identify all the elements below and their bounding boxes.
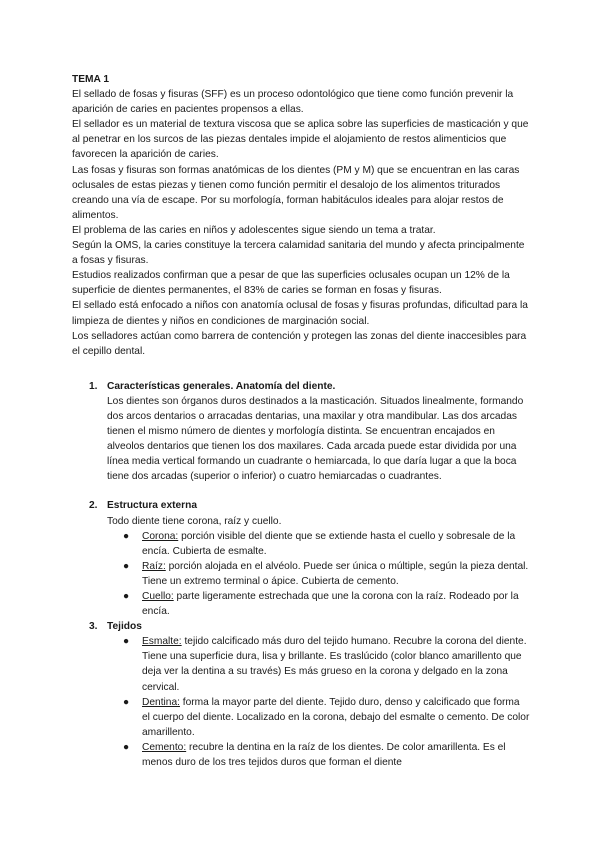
- list-item-term: Cuello:: [142, 591, 174, 602]
- list-item-text: forma la mayor parte del diente. Tejido duro, denso y calcificado que forma el cuerpo del diente. Localizado en la corona, debajo del esmalte o cemento. De color amarillento.: [142, 696, 530, 738]
- document-title: TEMA 1: [72, 74, 109, 85]
- list-item-text: recubre la dentina en la raíz de los dientes. De color amarillenta. Es el menos duro de los tres tejidos duros que forman el diente: [142, 741, 506, 769]
- list-item-text: parte ligeramente estrechada que une la corona con la raíz. Rodeado por la encía.: [142, 591, 519, 618]
- bullet-icon: ●: [123, 560, 130, 572]
- bullet-list: [107, 634, 530, 770]
- section-number: 2.: [89, 500, 98, 512]
- list-item-text: porción alojada en el alvéolo. Puede ser única o múltiple, según la pieza dental. Tiene un extremo terminal o ápice. Cubierta de cemento.: [142, 560, 529, 587]
- bullet-icon: ●: [123, 636, 130, 648]
- list-item: [107, 634, 530, 694]
- section-1: [72, 379, 530, 485]
- intro-paragraph: Las fosas y fisuras son formas anatómicas de los dientes (PM y M) que se encuentran en las caras oclusales de estas piezas y tienen como función permitir el desalojo de los alimentos triturados creando una vía de escape. Por su morfología, forman habitáculos ideales para alojar restos de alimentos.: [72, 164, 520, 221]
- list-item: [107, 559, 530, 589]
- bullet-list: [107, 529, 530, 620]
- section-number: 3.: [89, 621, 98, 633]
- intro-paragraph: El sellador es un material de textura viscosa que se aplica sobre las superficies de masticación y que al penetrar en los surcos de las piezas dentales impide el alojamiento de restos alimenticios que favorecen la aparición de caries.: [72, 119, 529, 161]
- list-item: [107, 740, 530, 770]
- list-item: [107, 589, 530, 619]
- list-item: [107, 695, 530, 740]
- bullet-icon: ●: [123, 741, 130, 753]
- intro-paragraph: Estudios realizados confirman que a pesar de que las superficies oclusales ocupan un 12% de la superficie de dientes permanentes, el 83% de caries se forman en fosas y fisuras.: [72, 270, 510, 297]
- section-body: Los dientes son órganos duros destinados a la masticación. Situados linealmente, formando dos arcos dentarios o arracadas dentarias, una maxilar y otra mandibular. Las dos arcadas tienen el mismo número de dientes y morfología distinta. Se encuentran encajados en alveolos dentarios que tienen los dos maxilares. Cada arcada puede estar dividida por una línea media vertical formando un cuadrante o hemiarcada, lo que daría lugar a que la boca tiene dos arcadas (superior o inferior) o cuatro hemiarcadas o cuadrantes.: [107, 395, 524, 483]
- section-number: 1.: [89, 380, 98, 392]
- section-3: [72, 619, 530, 770]
- section-body: Todo diente tiene corona, raíz y cuello.: [107, 515, 282, 527]
- list-item-term: Corona:: [142, 530, 179, 542]
- section-heading: Tejidos: [107, 621, 142, 633]
- list-item-text: tejido calcificado más duro del tejido humano. Recubre la corona del diente. Tiene una superficie dura, lisa y brillante. Es traslúcido (color blanco amarillento que deja ver la dentina a su través) Es más grueso en la corona y delgado en la zona cervical.: [142, 636, 527, 693]
- document-page: [72, 72, 530, 770]
- intro-paragraph: El problema de las caries en niños y adolescentes sigue siendo un tema a tratar.: [72, 224, 436, 236]
- intro-paragraph: Los selladores actúan como barrera de contención y protegen las zonas del diente inaccesibles para el cepillo dental.: [72, 330, 527, 357]
- bullet-icon: ●: [123, 696, 130, 708]
- intro-paragraph: El sellado está enfocado a niños con anatomía oclusal de fosas y fisuras profundas, dificultad para la limpieza de dientes y niños en condiciones de marginación social.: [72, 300, 528, 327]
- list-item-text: porción visible del diente que se extiende hasta el cuello y sobresale de la encía. Cubierta de esmalte.: [142, 530, 516, 557]
- list-item: [107, 529, 530, 559]
- bullet-icon: ●: [123, 591, 130, 602]
- intro-paragraph: Según la OMS, la caries constituye la tercera calamidad sanitaria del mundo y afecta principalmente a fosas y fisuras.: [72, 240, 525, 267]
- list-item-term: Esmalte:: [142, 636, 182, 648]
- section-heading: Características generales. Anatomía del diente.: [107, 380, 336, 392]
- section-2: [72, 498, 530, 619]
- section-heading: Estructura externa: [107, 500, 198, 512]
- bullet-icon: ●: [123, 530, 130, 542]
- list-item-term: Dentina:: [142, 696, 180, 708]
- intro-block: [72, 87, 530, 359]
- intro-paragraph: El sellado de fosas y fisuras (SFF) es un proceso odontológico que tiene como función prevenir la aparición de caries en pacientes propensos a ellas.: [72, 89, 514, 116]
- list-item-term: Cemento:: [142, 741, 187, 753]
- list-item-term: Raíz:: [142, 560, 166, 572]
